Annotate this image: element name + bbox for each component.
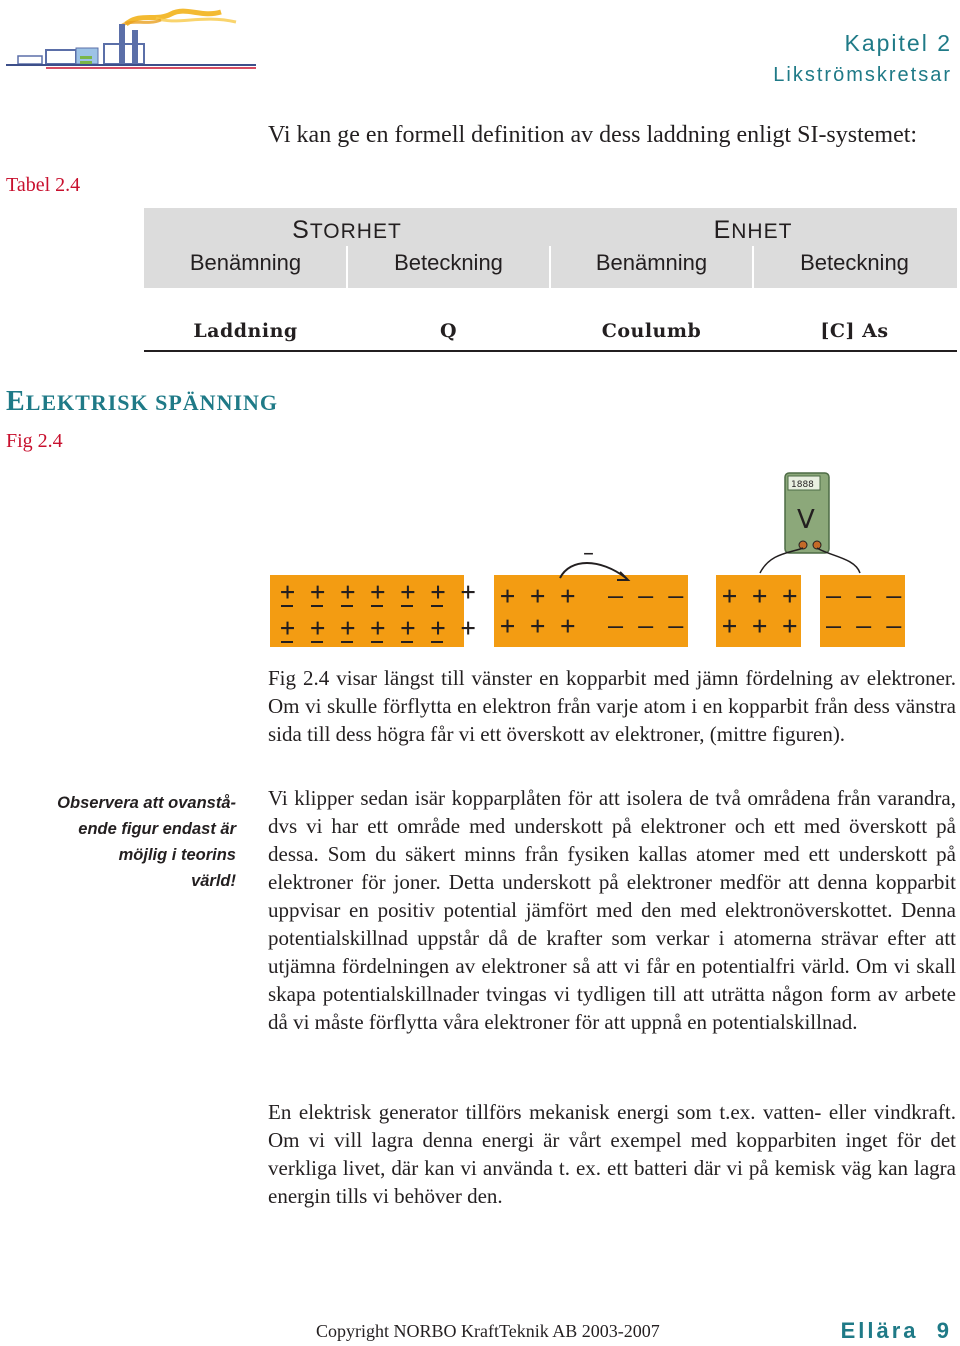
positive-charges: + + + bbox=[722, 581, 798, 610]
charge-row: + + + + + + + bbox=[280, 613, 476, 642]
enhet-group-header: ENHET bbox=[713, 216, 793, 244]
probe-wire bbox=[817, 548, 860, 573]
charge-distribution-figure bbox=[270, 468, 960, 658]
storhet-group-header: STORHET bbox=[292, 216, 402, 244]
body-paragraph: Vi klipper sedan isär kopparplåten för att isolera de två områdena från varandra, dvs vi har ett område med underskott på elektroner och ett med överskott på dessa. Som du säkert minns från fysiken kallas atomer med ett underskott på elektroner för joner. Detta underskott på elektroner medför att denna kopparbit uppvisar en positiv potential jämfört med den med elektronöverskottet. Denna potentialskillnad uppstår då de krafter som verkar i atomerna strävar efter att utjämna fördelningen av elektroner så att vi får en potentialfri värld. Om vi skall skapa potentialskillnader tvingas vi tydligen till att uträtta någon form av arbete då vi måste förflytta våra elektroner för att uppnå en potentialskillnad. bbox=[268, 786, 956, 1034]
table-cell: [C] As bbox=[820, 320, 889, 342]
column-header: Benämning bbox=[189, 250, 302, 275]
table-cell: Laddning bbox=[193, 320, 298, 342]
figure-label: Fig 2.4 bbox=[6, 430, 63, 452]
negative-charges: – – – bbox=[826, 611, 902, 640]
table-bottom-rule bbox=[144, 350, 957, 352]
body-paragraph: En elektrisk generator tillförs mekanisk energi som t.ex. vatten- eller vindkraft. Om vi vill lagra denna energi är vårt exempel med kopparbiten inget för det verkliga livet, där kan vi använda t. ex. ett batteri där vi på kemisk väg kan lagra energin tills vi behöver den. bbox=[268, 1100, 956, 1208]
column-separator bbox=[346, 246, 348, 288]
moving-electron: – bbox=[583, 541, 594, 566]
charge-row: + + + + + + + bbox=[280, 577, 476, 606]
chapter-subtitle: Likströmskretsar bbox=[773, 64, 952, 86]
column-separator bbox=[752, 246, 754, 288]
column-header: Beteckning bbox=[800, 250, 909, 275]
chapter-title: Kapitel 2 bbox=[844, 30, 952, 56]
footer-brand: Ellära 9 bbox=[840, 1318, 952, 1343]
negative-charges: – – – bbox=[608, 581, 684, 610]
positive-charges: + + + bbox=[722, 611, 798, 640]
negative-charges: – – – bbox=[608, 611, 684, 640]
meter-unit: V bbox=[797, 505, 815, 535]
side-note: Observera att ovanstå- ende figur endast är möjlig i teorins värld! bbox=[57, 794, 236, 890]
section-heading: ELEKTRISK SPÄNNING bbox=[6, 386, 279, 417]
page-number: 9 bbox=[936, 1318, 952, 1343]
copyright-notice: Copyright NORBO KraftTeknik AB 2003-2007 bbox=[316, 1321, 660, 1341]
negative-charges: – – – bbox=[826, 581, 902, 610]
positive-charges: + + + bbox=[500, 611, 576, 640]
column-header: Benämning bbox=[595, 250, 708, 275]
column-header: Beteckning bbox=[394, 250, 503, 275]
factory-logo bbox=[6, 4, 256, 70]
table-cell: Coulumb bbox=[601, 320, 702, 342]
body-paragraph: Fig 2.4 visar längst till vänster en kopparbit med jämn fördelning av elektroner. Om vi skulle förflytta en elektron från varje atom i en kopparbit från dess vänstra sida till dess högra får vi ett överskott av elektroner, (mittre figuren). bbox=[268, 666, 956, 746]
intro-line: Vi kan ge en formell definition av dess laddning enligt SI-systemet: bbox=[268, 122, 918, 148]
table-header bbox=[144, 208, 957, 288]
table-label: Tabel 2.4 bbox=[6, 174, 81, 196]
positive-charges: + + + bbox=[500, 581, 576, 610]
table-cell: Q bbox=[439, 320, 458, 342]
meter-display: 1888 bbox=[791, 480, 814, 490]
column-separator bbox=[549, 246, 551, 288]
voltmeter-icon bbox=[785, 473, 829, 553]
